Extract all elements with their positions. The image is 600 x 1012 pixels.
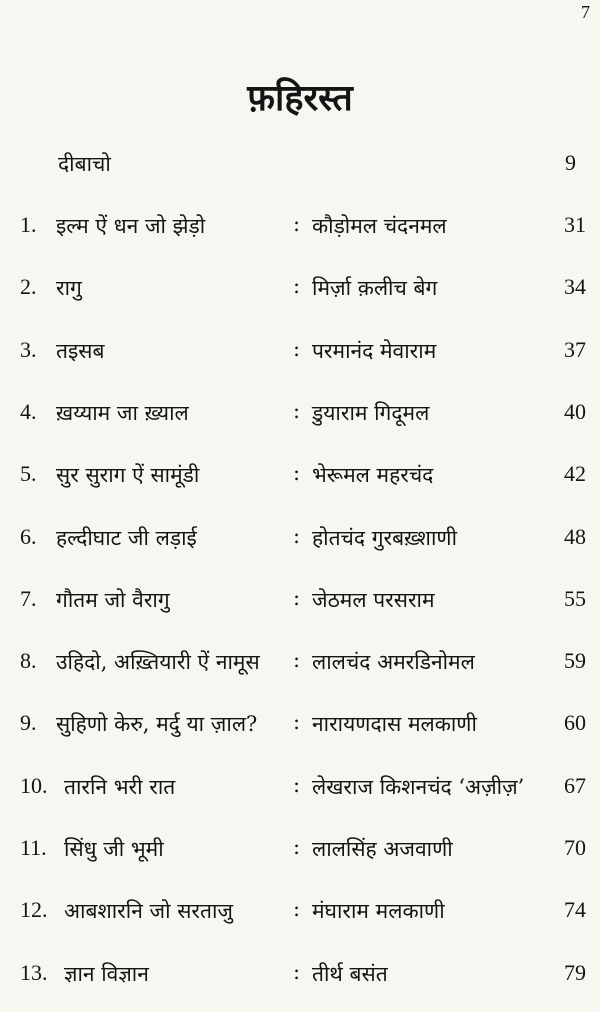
entry-separator: :: [293, 212, 301, 236]
entry-number: 9.: [20, 710, 37, 735]
entry-separator: :: [293, 960, 301, 984]
entry-author: जेठमल परसराम: [312, 588, 435, 612]
entry-number: 3.: [20, 337, 37, 362]
entry-author: परमानंद मेवाराम: [312, 339, 437, 363]
entry-separator: :: [293, 337, 301, 361]
entry-title: आबशारनि जो सरताजु: [64, 899, 234, 923]
entry-separator: :: [293, 461, 301, 485]
page-number: 7: [581, 2, 590, 22]
entry-page: 34: [564, 274, 586, 299]
entry-title: उहिदो, अख़्तियारी ऐं नामूस: [56, 650, 260, 674]
entry-number: 8.: [20, 648, 37, 673]
entry-title: तइसब: [56, 339, 105, 363]
entry-separator: :: [293, 710, 301, 734]
toc-entry: [0, 524, 600, 560]
entry-title: ज्ञान विज्ञान: [64, 962, 149, 986]
entry-title: रागु: [56, 276, 82, 300]
toc-entry: [0, 212, 600, 248]
entry-page: 42: [564, 461, 586, 486]
entry-separator: :: [293, 648, 301, 672]
entry-author: नारायणदास मलकाणी: [312, 712, 477, 736]
toc-entry: [0, 274, 600, 310]
page-title: फ़हिरस्त: [247, 77, 353, 119]
entry-page: 40: [564, 399, 586, 424]
entry-author: तीर्थ बसंत: [312, 962, 388, 986]
entry-page: 59: [564, 648, 586, 673]
preface-label: दीबाचो: [58, 152, 111, 176]
entry-page: 67: [564, 773, 586, 798]
toc-entry: [0, 648, 600, 684]
entry-author: कौड़ोमल चंदनमल: [312, 214, 447, 238]
entry-author: लालचंद अमरडिनोमल: [312, 650, 475, 674]
entry-number: 4.: [20, 399, 37, 424]
toc-entry: [0, 586, 600, 622]
entry-title: सुर सुराग ऐं सामूंडी: [56, 463, 200, 487]
entry-number: 10.: [20, 773, 48, 798]
entry-separator: :: [293, 274, 301, 298]
entry-page: 60: [564, 710, 586, 735]
entry-page: 74: [564, 897, 586, 922]
entry-number: 13.: [20, 960, 48, 985]
entry-author: होतचंद गुरबख़्शाणी: [312, 526, 458, 550]
toc-entry: [0, 835, 600, 871]
toc-entry: [0, 897, 600, 933]
entry-number: 2.: [20, 274, 37, 299]
entry-author: लेखराज किशनचंद ‘अज़ीज़’: [312, 775, 525, 799]
entry-separator: :: [293, 586, 301, 610]
entry-number: 12.: [20, 897, 48, 922]
entry-number: 5.: [20, 461, 37, 486]
toc-entry: [0, 710, 600, 746]
entry-author: भेरूमल महरचंद: [312, 463, 434, 487]
toc-entry: [0, 461, 600, 497]
preface-page: 9: [565, 150, 576, 175]
entry-page: 31: [564, 212, 586, 237]
entry-title: सिंधु जी भूमी: [64, 837, 164, 861]
entry-title: हल्दीघाट जी लड़ाई: [56, 526, 197, 550]
entry-separator: :: [293, 835, 301, 859]
entry-author: डुयाराम गिदूमल: [312, 401, 430, 425]
entry-number: 7.: [20, 586, 37, 611]
entry-page: 79: [564, 960, 586, 985]
entry-title: गौतम जो वैरागु: [56, 588, 170, 612]
toc-entry: [0, 399, 600, 435]
entry-title: इल्म ऐं धन जो झेड़ो: [56, 214, 206, 238]
entry-number: 11.: [20, 835, 47, 860]
entry-page: 70: [564, 835, 586, 860]
entry-title: तारनि भरी रात: [64, 775, 176, 799]
toc-entry: [0, 337, 600, 373]
entry-title: ख़य्याम जा ख़्याल: [56, 401, 189, 425]
entry-page: 48: [564, 524, 586, 549]
entry-author: मंघाराम मलकाणी: [312, 899, 445, 923]
toc-entry: [0, 960, 600, 996]
entry-number: 1.: [20, 212, 37, 237]
entry-separator: :: [293, 524, 301, 548]
entry-number: 6.: [20, 524, 37, 549]
entry-author: लालसिंह अजवाणी: [312, 837, 453, 861]
entry-page: 55: [564, 586, 586, 611]
toc-entry: [0, 773, 600, 809]
entry-separator: :: [293, 773, 301, 797]
entry-page: 37: [564, 337, 586, 362]
entry-separator: :: [293, 399, 301, 423]
entry-title: सुहिणो केरु, मर्दु या ज़ाल?: [56, 712, 258, 736]
preface-row: [58, 150, 588, 180]
entry-separator: :: [293, 897, 301, 921]
entry-author: मिर्ज़ा क़लीच बेग: [312, 276, 438, 300]
